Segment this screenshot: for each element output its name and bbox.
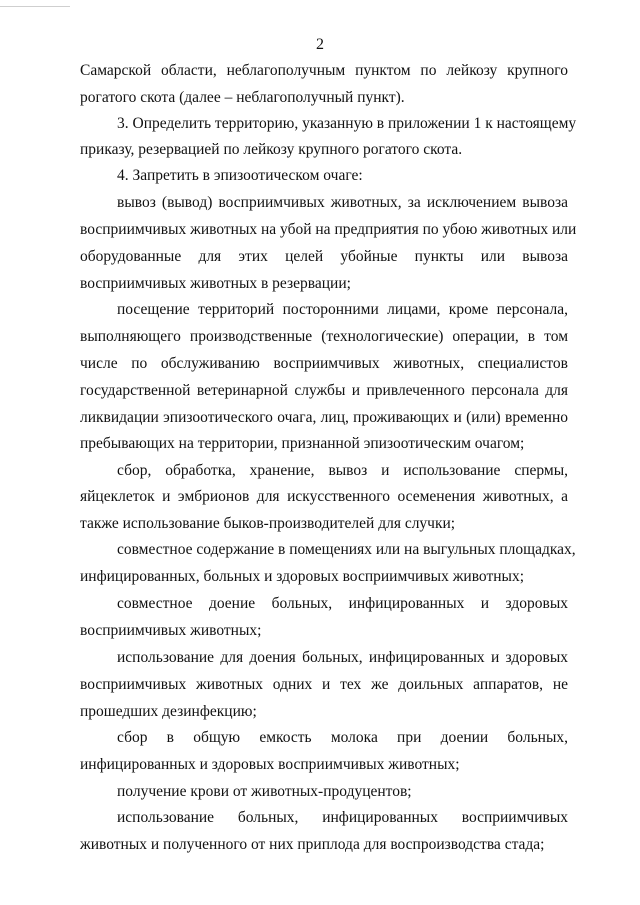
text-line: инфицированных, больных и здоровых восприимчивых животных; bbox=[80, 568, 525, 585]
text-line: яйцеклеток и эмбрионов для искусственного осеменения животных, а bbox=[80, 488, 568, 505]
page-number: 2 bbox=[316, 36, 324, 53]
text-line: приказу, резервацией по лейкозу крупного рогатого скота. bbox=[80, 141, 463, 158]
text-line: сбор, обработка, хранение, вывоз и использование спермы, bbox=[117, 462, 568, 479]
text-line: числе по обслуживанию восприимчивых животных, специалистов bbox=[80, 355, 568, 372]
text-line: посещение территорий посторонними лицами, кроме персонала, bbox=[117, 301, 568, 318]
text-line: совместное содержание в помещениях или на выгульных площадках, bbox=[117, 541, 576, 558]
text-line: также использование быков-производителей для случки; bbox=[80, 515, 456, 532]
text-line: использование больных, инфицированных восприимчивых bbox=[117, 809, 568, 826]
text-line: ликвидации эпизоотического очага, лиц, проживающих и (или) временно bbox=[80, 409, 568, 426]
text-line: прошедших дезинфекцию; bbox=[80, 703, 257, 720]
text-line: сбор в общую емкость молока при доении больных, bbox=[117, 729, 568, 746]
text-line: восприимчивых животных одних и тех же доильных аппаратов, не bbox=[80, 676, 568, 693]
text-line: рогатого скота (далее – неблагополучный пункт). bbox=[80, 89, 405, 106]
text-line: использование для доения больных, инфицированных и здоровых bbox=[117, 649, 568, 666]
text-line: Самарской области, неблагополучным пунктом по лейкозу крупного bbox=[80, 62, 568, 79]
text-line: восприимчивых животных в резервации; bbox=[80, 275, 351, 292]
text-line: вывоз (вывод) восприимчивых животных, за исключением вывоза bbox=[117, 194, 568, 211]
text-line: пребывающих на территории, признанной эпизоотическим очагом; bbox=[80, 435, 525, 452]
text-line: 4. Запретить в эпизоотическом очаге: bbox=[117, 167, 363, 184]
text-line: 3. Определить территорию, указанную в приложении 1 к настоящему bbox=[117, 115, 577, 132]
text-line: государственной ветеринарной службы и привлеченного персонала для bbox=[80, 382, 568, 399]
text-line: инфицированных и здоровых восприимчивых животных; bbox=[80, 756, 460, 773]
text-line: совместное доение больных, инфицированных и здоровых bbox=[117, 595, 568, 612]
text-line: восприимчивых животных на убой на предприятия по убою животных или bbox=[80, 221, 577, 238]
text-line: животных и полученного от них приплода для воспроизводства стада; bbox=[80, 836, 545, 853]
text-line: оборудованные для этих целей убойные пункты или вывоза bbox=[80, 248, 568, 265]
text-line: получение крови от животных-продуцентов; bbox=[117, 783, 412, 800]
text-line: выполняющего производственные (технологические) операции, в том bbox=[80, 328, 568, 345]
scan-edge-mark bbox=[0, 0, 70, 7]
text-line: восприимчивых животных; bbox=[80, 622, 262, 639]
